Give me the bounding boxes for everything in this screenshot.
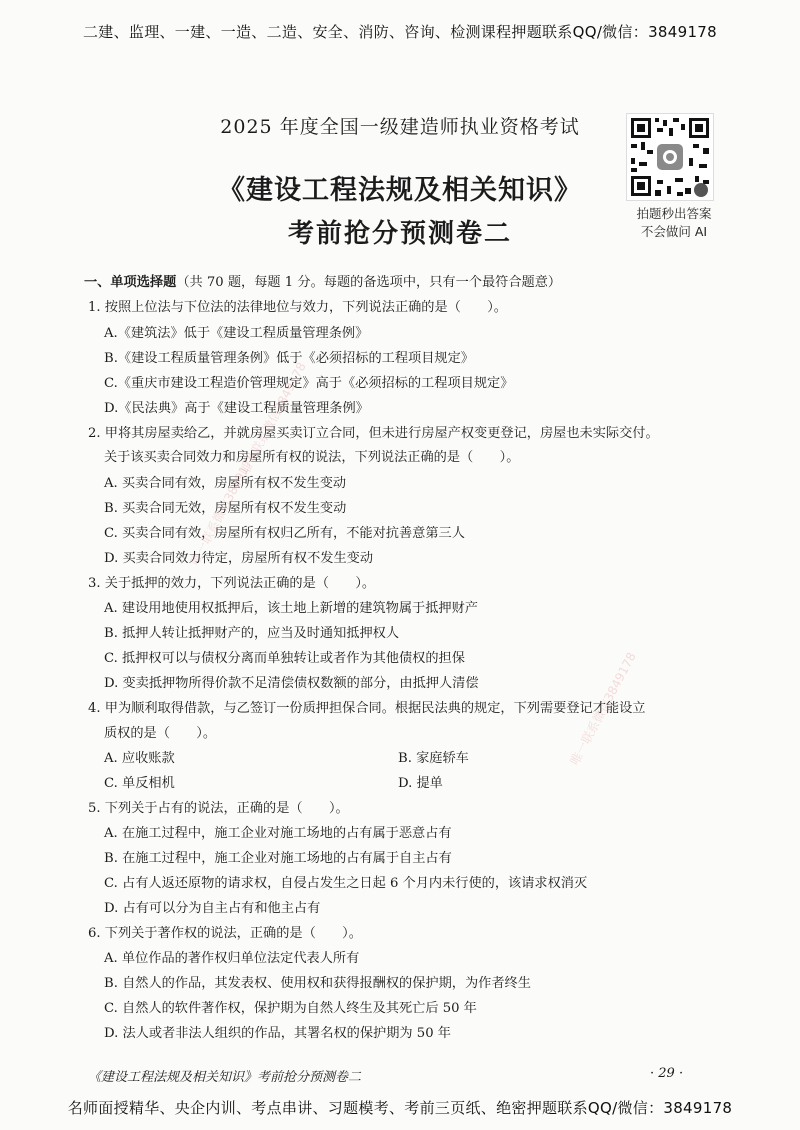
- question-option: C. 自然人的软件著作权，保护期为自然人终生及其死亡后 50 年: [104, 1001, 477, 1016]
- question-option: D. 提单: [398, 776, 443, 791]
- question-option: B. 买卖合同无效，房屋所有权不发生变动: [104, 501, 347, 516]
- section-heading-note: （共 70 题，每题 1 分。每题的备选项中，只有一个最符合题意）: [176, 275, 562, 290]
- section-heading: [84, 271, 561, 290]
- question-option: C.《重庆市建设工程造价管理规定》高于《必须招标的工程项目规定》: [104, 376, 514, 391]
- question-option: A. 建设用地使用权抵押后，该土地上新增的建筑物属于抵押财产: [104, 601, 478, 616]
- book-title: 《建设工程法规及相关知识》: [218, 175, 582, 206]
- question-stem: 4. 甲为顺利取得借款，与乙签订一份质押担保合同。根据民法典的规定，下列需要登记才能设立: [88, 701, 646, 716]
- question-stem: 3. 关于抵押的效力，下列说法正确的是（ ）。: [88, 576, 376, 591]
- question-option: D. 占有可以分为自主占有和他主占有: [104, 901, 321, 916]
- question-option: B.《建设工程质量管理条例》低于《必须招标的工程项目规定》: [104, 351, 474, 366]
- question-stem: 2. 甲将其房屋卖给乙，并就房屋买卖订立合同，但未进行房屋产权变更登记，房屋也未实际交付。: [88, 426, 659, 441]
- section-heading-label: 一、单项选择题: [84, 275, 177, 290]
- question-stem-continued: 关于该买卖合同效力和房屋所有权的说法，下列说法正确的是（ ）。: [104, 450, 520, 465]
- question-option: D. 变卖抵押物所得价款不足清偿债权数额的部分，由抵押人清偿: [104, 676, 479, 691]
- question-option: D.《民法典》高于《建设工程质量管理条例》: [104, 401, 369, 416]
- question-option: B. 在施工过程中，施工企业对施工场地的占有属于自主占有: [104, 851, 452, 866]
- question-option: A. 应收账款: [104, 751, 175, 766]
- top-contact-banner: 二建、监理、一建、一造、二造、安全、消防、咨询、检测课程押题联系QQ/微信：3849178: [83, 23, 717, 41]
- page-number: · 29 ·: [650, 1066, 684, 1081]
- question-option: A. 买卖合同有效，房屋所有权不发生变动: [104, 476, 347, 491]
- qr-caption-line1: 拍题秒出答案: [636, 206, 712, 221]
- question-option: D. 法人或者非法人组织的作品，其署名权的保护期为 50 年: [104, 1026, 451, 1041]
- question-option: B. 家庭轿车: [398, 751, 469, 766]
- watermark: 唯一联系微信3849178: [187, 450, 259, 568]
- qr-caption-line2: 不会做问 AI: [640, 224, 708, 239]
- question-option: A. 在施工过程中，施工企业对施工场地的占有属于恶意占有: [104, 826, 452, 841]
- question-option: C. 占有人返还原物的请求权，自侵占发生之日起 6 个月内未行使的，该请求权消灭: [104, 876, 588, 891]
- watermark: 唯一联系微信3849178: [237, 360, 309, 478]
- exam-year-heading: 2025 年度全国一级建造师执业资格考试: [220, 116, 580, 138]
- question-option: A. 单位作品的著作权归单位法定代表人所有: [104, 951, 360, 966]
- question-stem: 6. 下列关于著作权的说法，正确的是（ ）。: [88, 926, 362, 941]
- question-option: B. 抵押人转让抵押财产的，应当及时通知抵押权人: [104, 626, 400, 641]
- question-option: C. 买卖合同有效，房屋所有权归乙所有，不能对抗善意第三人: [104, 526, 465, 541]
- question-stem: 5. 下列关于占有的说法，正确的是（ ）。: [88, 801, 349, 816]
- watermark: 唯一联系微信3849178: [567, 650, 639, 768]
- question-option: D. 买卖合同效力待定，房屋所有权不发生变动: [104, 551, 374, 566]
- question-option: C. 单反相机: [104, 776, 175, 791]
- question-option: B. 自然人的作品，其发表权、使用权和获得报酬权的保护期，为作者终生: [104, 976, 531, 991]
- question-stem-continued: 质权的是（ ）。: [104, 726, 217, 741]
- question-option: A.《建筑法》低于《建设工程质量管理条例》: [104, 326, 369, 341]
- paper-title: 考前抢分预测卷二: [287, 219, 512, 249]
- footer-book-title: 《建设工程法规及相关知识》考前抢分预测卷二: [88, 1070, 362, 1085]
- question-option: C. 抵押权可以与债权分离而单独转让或者作为其他债权的担保: [104, 651, 465, 666]
- bottom-contact-banner: 名师面授精华、央企内训、考点串讲、习题模考、考前三页纸、绝密押题联系QQ/微信：3849178: [67, 1099, 733, 1117]
- question-stem: 1. 按照上位法与下位法的法律地位与效力，下列说法正确的是（ ）。: [88, 300, 507, 315]
